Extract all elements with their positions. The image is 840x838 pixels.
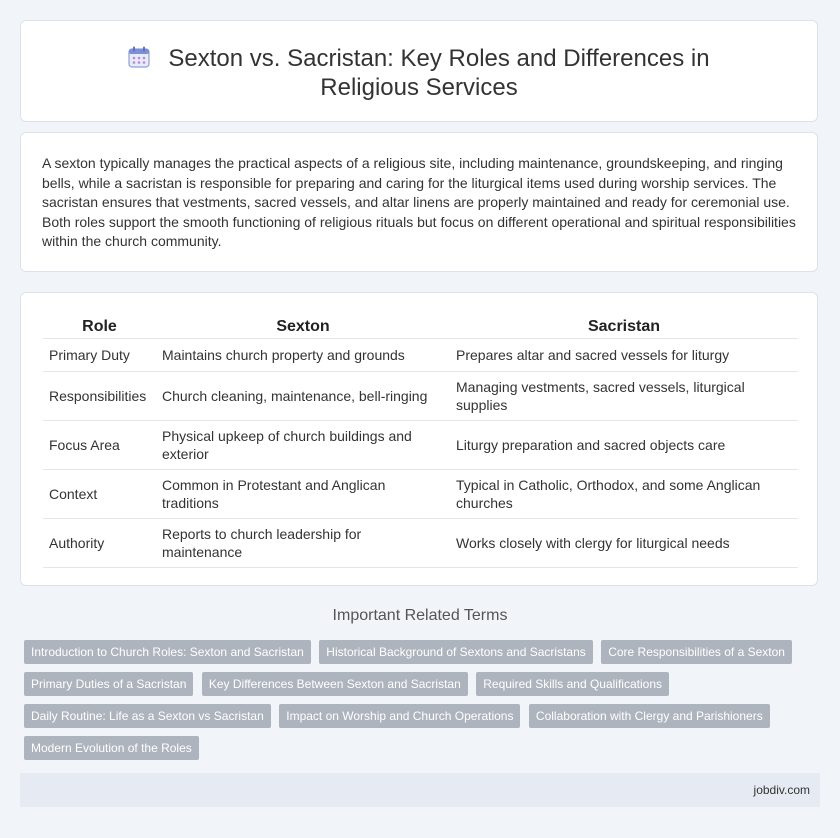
header-card [20, 20, 818, 122]
sexton-cell: Reports to church leadership for maintenance [156, 519, 450, 568]
table-row [43, 519, 798, 568]
sacristan-cell: Typical in Catholic, Orthodox, and some Anglican churches [450, 470, 798, 519]
sexton-cell: Church cleaning, maintenance, bell-ringing [156, 372, 450, 421]
table-row [43, 372, 798, 421]
sacristan-cell: Liturgy preparation and sacred objects care [450, 421, 798, 470]
intro-paragraph: A sexton typically manages the practical aspects of a religious site, including maintenance, groundskeeping, and ringing bells, while a sacristan is responsible for preparing and caring for the liturgical items used during worship services. The sacristan ensures that vestments, sacred vessels, and altar linens are properly maintained and ready for ceremonial use. Both roles support the smooth functioning of religious rituals but focus on different operational and spiritual responsibilities within the church community. [42, 155, 796, 249]
related-terms-title: Important Related Terms [332, 607, 508, 624]
page-title-text: Sexton vs. Sacristan: Key Roles and Differences in Religious Services [168, 45, 710, 101]
related-terms-list [24, 640, 814, 768]
related-term-tag[interactable]: Collaboration with Clergy and Parishioners [529, 704, 770, 728]
column-header-role: Role [43, 315, 156, 339]
related-term-tag[interactable]: Core Responsibilities of a Sexton [601, 640, 792, 664]
row-label: Authority [43, 519, 156, 568]
table-row [43, 421, 798, 470]
related-term-tag[interactable]: Historical Background of Sextons and Sacristans [319, 640, 592, 664]
table-row [43, 339, 798, 372]
row-label: Primary Duty [43, 339, 156, 372]
related-term-tag[interactable]: Impact on Worship and Church Operations [279, 704, 520, 728]
sexton-cell: Maintains church property and grounds [156, 339, 450, 372]
comparison-table [43, 315, 798, 568]
related-term-tag[interactable]: Daily Routine: Life as a Sexton vs Sacristan [24, 704, 271, 728]
footer-site-link[interactable]: jobdiv.com [753, 783, 810, 797]
sacristan-cell: Prepares altar and sacred vessels for liturgy [450, 339, 798, 372]
row-label: Context [43, 470, 156, 519]
footer [20, 773, 820, 807]
comparison-table-card [20, 292, 818, 586]
page-title [81, 44, 757, 102]
related-term-tag[interactable]: Required Skills and Qualifications [476, 672, 669, 696]
related-term-tag[interactable]: Introduction to Church Roles: Sexton and Sacristan [24, 640, 311, 664]
intro-card [20, 132, 818, 272]
table-row [43, 470, 798, 519]
related-term-tag[interactable]: Primary Duties of a Sacristan [24, 672, 193, 696]
sacristan-cell: Works closely with clergy for liturgical needs [450, 519, 798, 568]
row-label: Responsibilities [43, 372, 156, 421]
calendar-icon [128, 46, 150, 68]
row-label: Focus Area [43, 421, 156, 470]
sacristan-cell: Managing vestments, sacred vessels, liturgical supplies [450, 372, 798, 421]
related-term-tag[interactable]: Key Differences Between Sexton and Sacristan [202, 672, 468, 696]
column-header-sexton: Sexton [156, 315, 450, 339]
related-term-tag[interactable]: Modern Evolution of the Roles [24, 736, 199, 760]
sexton-cell: Physical upkeep of church buildings and exterior [156, 421, 450, 470]
table-header-row [43, 315, 798, 339]
column-header-sacristan: Sacristan [450, 315, 798, 339]
sexton-cell: Common in Protestant and Anglican traditions [156, 470, 450, 519]
